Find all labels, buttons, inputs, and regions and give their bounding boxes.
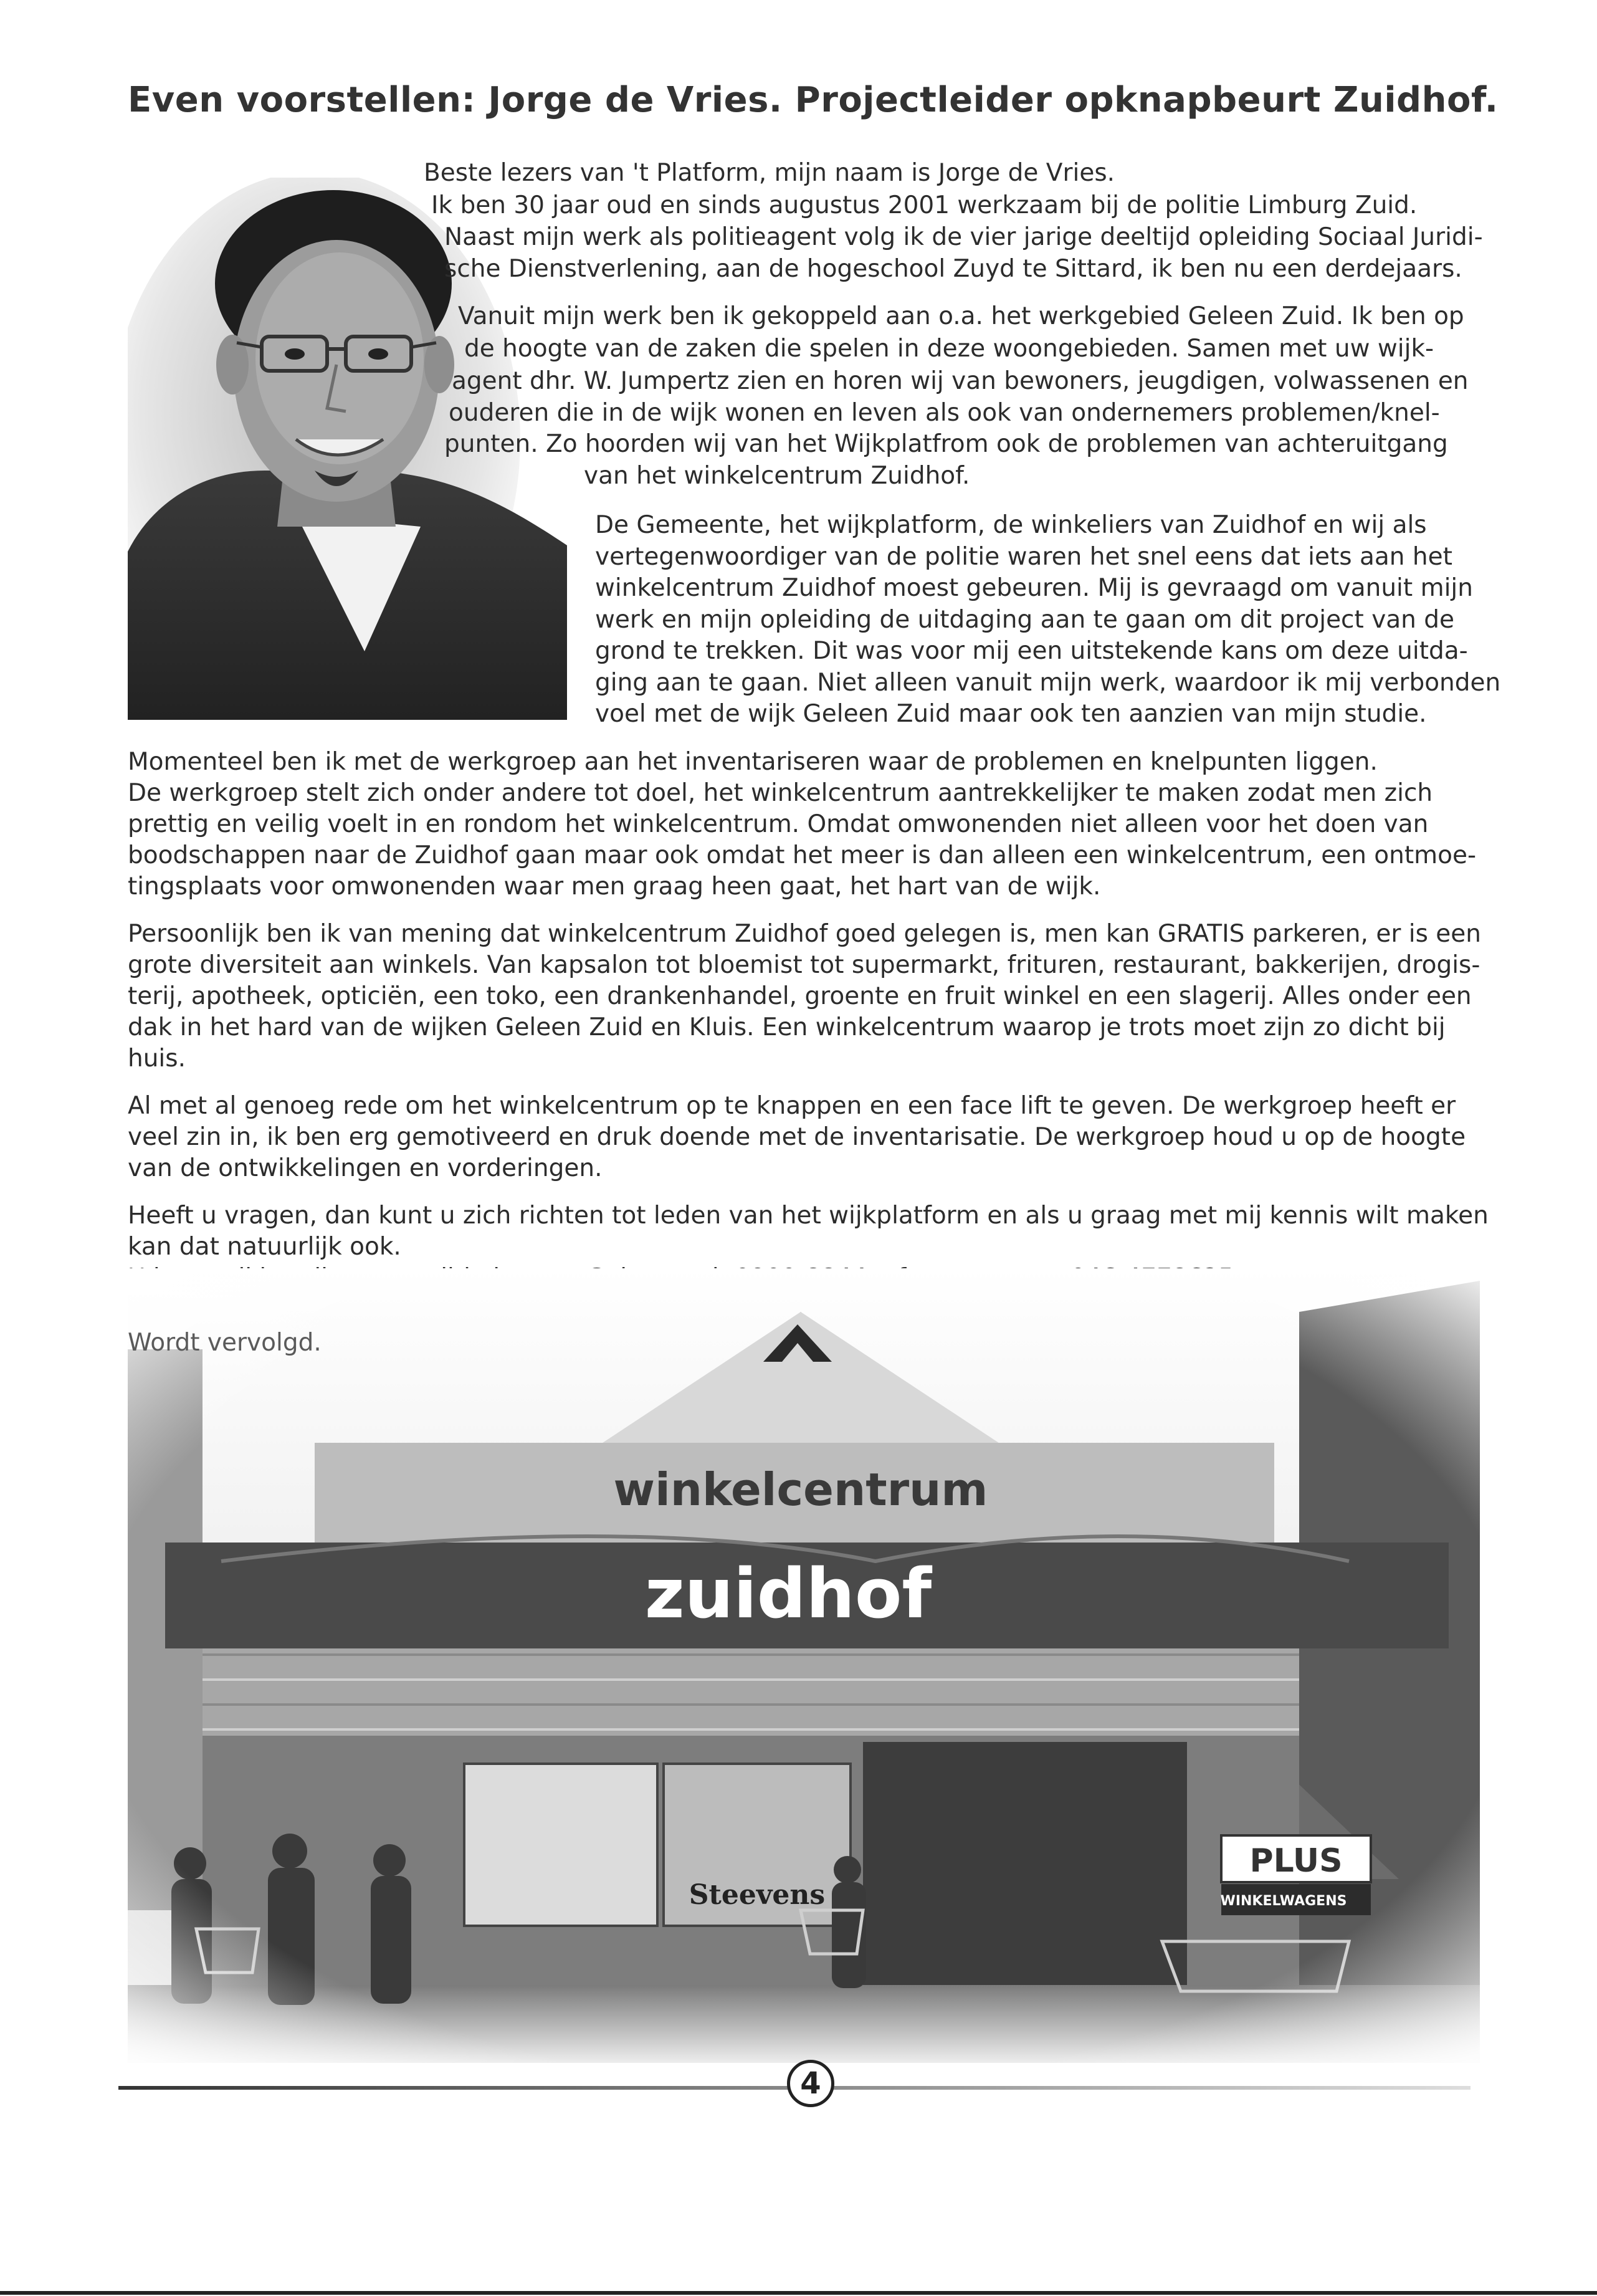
article-line: grond te trekken. Dit was voor mij een uitstekende kans om deze uitda- (595, 637, 1468, 665)
article-line: Vanuit mijn werk ben ik gekoppeld aan o.a. het werkgebied Geleen Zuid. Ik ben op (458, 302, 1464, 330)
article-line: Beste lezers van 't Platform, mijn naam is Jorge de Vries. (424, 159, 1115, 187)
article-line: winkelcentrum Zuidhof moest gebeuren. Mij is gevraagd om vanuit mijn (595, 574, 1473, 602)
article-line: terij, apotheek, opticiën, een toko, een drankenhandel, groente en fruit winkel en een slagerij. Alles onder een (128, 982, 1472, 1010)
article-line: ging aan te gaan. Niet alleen vanuit mijn werk, waardoor ik mij verbonden (595, 669, 1501, 697)
article-line: punten. Zo hoorden wij van het Wijkplatfrom ook de problemen van achteruitgang (444, 430, 1448, 458)
article-line: Momenteel ben ik met de werkgroep aan het inventariseren waar de problemen en knelpunten liggen. (128, 748, 1378, 776)
article-line: Naast mijn werk als politieagent volg ik de vier jarige deeltijd opleiding Sociaal Juridi- (444, 223, 1483, 251)
article-line: grote diversiteit aan winkels. Van kapsalon tot bloemist tot supermarkt, frituren, restaurant, bakkerijen, drogis- (128, 951, 1480, 979)
article-line: Al met al genoeg rede om het winkelcentrum op te knappen en een face lift te geven. De werkgroep heeft er (128, 1092, 1456, 1120)
article-line: vertegenwoordiger van de politie waren het snel eens dat iets aan het (595, 543, 1452, 571)
article-line: Heeft u vragen, dan kunt u zich richten tot leden van het wijkplatform en als u graag met mij kennis wilt maken (128, 1202, 1489, 1230)
article-line: dak in het hard van de wijken Geleen Zuid en Kluis. Een winkelcentrum waarop je trots moet zijn zo dicht bij (128, 1013, 1446, 1041)
bottom-border (0, 2291, 1597, 2295)
article-line: ouderen die in de wijk wonen en leven als ook van ondernemers problemen/knel- (449, 399, 1440, 427)
article-line: huis. (128, 1045, 186, 1073)
sign-off: Wordt vervolgd. (128, 1329, 322, 1357)
article-line: prettig en veilig voelt in en rondom het winkelcentrum. Omdat omwonenden niet alleen voor het doen van (128, 810, 1429, 838)
article-line: de hoogte van de zaken die spelen in deze woongebieden. Samen met uw wijk- (464, 335, 1434, 363)
article-line: werk en mijn opleiding de uitdaging aan te gaan om dit project van de (595, 606, 1455, 634)
page-number: 4 (787, 2060, 834, 2107)
article-line: kan dat natuurlijk ook. (128, 1233, 401, 1261)
article-line: Persoonlijk ben ik van mening dat winkelcentrum Zuidhof goed gelegen is, men kan GRATIS parkeren, er is een (128, 920, 1482, 948)
article-line: veel zin in, ik ben erg gemotiveerd en druk doende met de inventarisatie. De werkgroep houd u op de hoogte (128, 1123, 1466, 1151)
article-line: De Gemeente, het wijkplatform, de winkeliers van Zuidhof en wij als (595, 511, 1427, 539)
article-line: voel met de wijk Geleen Zuid maar ook ten aanzien van mijn studie. (595, 700, 1427, 728)
article-line: agent dhr. W. Jumpertz zien en horen wij van bewoners, jeugdigen, volwassenen en (452, 367, 1469, 395)
article-line: van het winkelcentrum Zuidhof. (584, 462, 970, 490)
article-line: boodschappen naar de Zuidhof gaan maar ook omdat het meer is dan alleen een winkelcentrum, een ontmoe- (128, 841, 1477, 869)
article-line: van de ontwikkelingen en vorderingen. (128, 1154, 603, 1182)
article-line: sche Dienstverlening, aan de hogeschool Zuyd te Sittard, ik ben nu een derdejaars. (444, 255, 1462, 283)
shopping-centre-photo (128, 1268, 1480, 2063)
article-line: Ik ben 30 jaar oud en sinds augustus 2001 werkzaam bij de politie Limburg Zuid. (431, 191, 1418, 219)
article-line: De werkgroep stelt zich onder andere tot doel, het winkelcentrum aantrekkelijker te maken zodat men zich (128, 779, 1433, 807)
article-line: tingsplaats voor omwonenden waar men graag heen gaat, het hart van de wijk. (128, 873, 1101, 901)
article-title: Even voorstellen: Jorge de Vries. Projectleider opknapbeurt Zuidhof. (128, 80, 1499, 120)
